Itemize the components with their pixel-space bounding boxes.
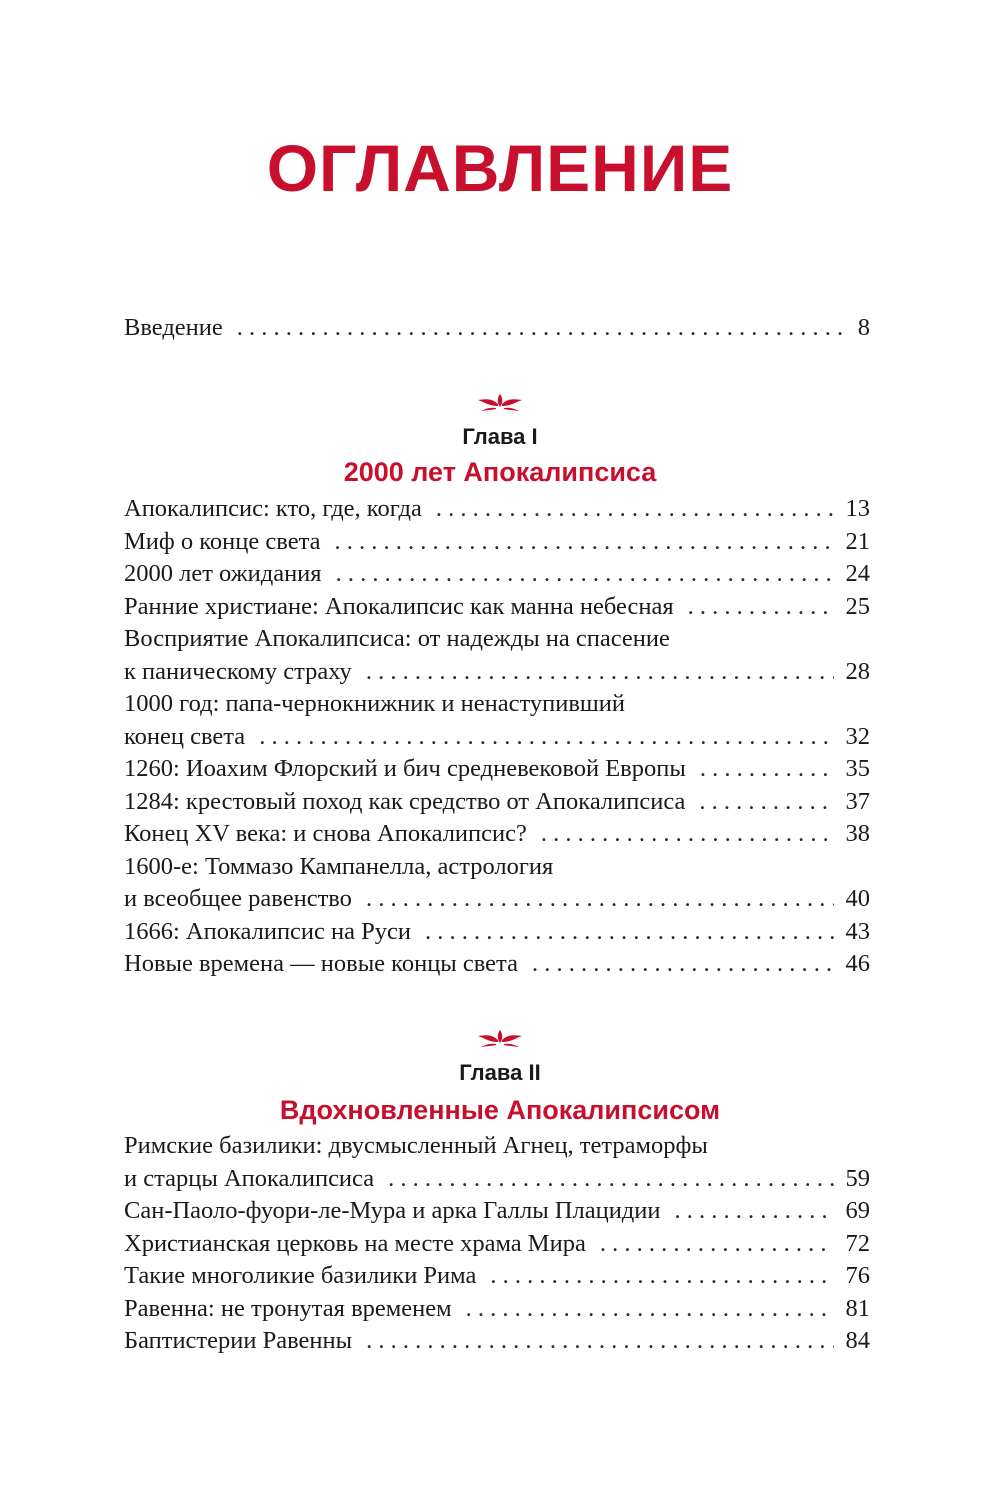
- toc-entry[interactable]: [124, 818, 870, 851]
- leaf-wing-ornament-icon: [0, 390, 1000, 412]
- toc-entry[interactable]: [124, 591, 870, 624]
- dot-leader: [700, 753, 834, 786]
- toc-entry-page: 81: [845, 1294, 870, 1322]
- toc-chapter-1: [124, 493, 870, 981]
- dot-leader: [466, 1293, 834, 1326]
- dot-leader: [366, 883, 834, 916]
- toc-entry[interactable]: [124, 312, 870, 345]
- toc-entry-text: Ранние христиане: Апокалипсис как манна небесная: [124, 592, 674, 620]
- toc-entry-text: Введение: [124, 314, 223, 341]
- toc-chapter-2: [124, 1130, 870, 1358]
- dot-leader: [436, 493, 834, 526]
- toc-entry-text: 1260: Иоахим Флорский и бич средневековой Европы: [124, 755, 686, 782]
- toc-entry[interactable]: [124, 558, 870, 591]
- toc-entry-text: Миф о конце света: [124, 527, 321, 555]
- leaf-wing-ornament-icon: [0, 1026, 1000, 1048]
- toc-entry-page: 8: [857, 314, 870, 341]
- toc-entry-text: Баптистерии Равенны: [124, 1327, 353, 1354]
- toc-entry[interactable]: [124, 493, 870, 526]
- toc-entry[interactable]: [124, 1195, 870, 1228]
- toc-entry[interactable]: [124, 526, 870, 559]
- toc-entry[interactable]: [124, 1325, 870, 1358]
- toc-intro: [124, 312, 870, 345]
- toc-entry[interactable]: [124, 1163, 870, 1196]
- chapter-title: Вдохновленные Апокалипсисом: [279, 1095, 721, 1125]
- toc-entry-page: 13: [845, 495, 870, 522]
- toc-entry-page: 25: [845, 592, 870, 620]
- toc-entry-text: и всеобщее равенство: [124, 885, 352, 912]
- dot-leader: [237, 312, 846, 345]
- toc-entry-text: Сан-Паоло-фуори-ле-Мура и арка Галлы Плацидии: [124, 1197, 661, 1224]
- page-title: ОГЛАВЛЕНИЕ: [266, 131, 734, 205]
- dot-leader: [336, 558, 834, 591]
- toc-entry-page: 21: [845, 527, 870, 555]
- toc-entry-page: 28: [845, 657, 870, 685]
- dot-leader: [425, 916, 833, 949]
- toc-entry[interactable]: [124, 1260, 870, 1293]
- toc-entry-page: 84: [845, 1327, 870, 1354]
- dot-leader: [259, 721, 833, 754]
- dot-leader: [541, 818, 834, 851]
- dot-leader: [688, 591, 834, 624]
- toc-entry-page: 35: [845, 755, 870, 782]
- dot-leader: [699, 786, 833, 819]
- toc-entry[interactable]: [124, 883, 870, 916]
- toc-entry-page: 32: [845, 722, 870, 750]
- toc-entry-text: Равенна: не тронутая временем: [124, 1294, 452, 1322]
- toc-entry[interactable]: [124, 1228, 870, 1261]
- toc-entry-page: 38: [845, 820, 870, 847]
- toc-entry-text: 2000 лет ожидания: [124, 560, 322, 587]
- toc-entry-text: конец света: [124, 722, 246, 750]
- toc-entry-text: Христианская церковь на месте храма Мира: [124, 1229, 586, 1257]
- toc-entry-text: Конец XV века: и снова Апокалипсис?: [124, 820, 527, 847]
- dot-leader: [366, 1325, 833, 1358]
- toc-entry[interactable]: [124, 786, 870, 819]
- toc-entry-page: 59: [845, 1164, 870, 1192]
- dot-leader: [334, 526, 833, 559]
- toc-entry-line1[interactable]: 1000 год: папа-чернокнижник и ненаступивший: [124, 690, 626, 717]
- toc-entry-text: Такие многоликие базилики Рима: [124, 1262, 477, 1289]
- toc-entry-line1[interactable]: 1600-е: Томмазо Кампанелла, астрология: [124, 852, 554, 880]
- dot-leader: [675, 1195, 834, 1228]
- toc-entry[interactable]: [124, 721, 870, 754]
- dot-leader: [388, 1163, 833, 1196]
- toc-entry-line1[interactable]: Восприятие Апокалипсиса: от надежды на спасение: [124, 625, 670, 652]
- toc-entry[interactable]: [124, 753, 870, 786]
- chapter-label: Глава II: [459, 1060, 541, 1085]
- toc-entry[interactable]: [124, 656, 870, 689]
- toc-entry-page: 46: [845, 950, 870, 977]
- toc-entry-page: 43: [845, 917, 870, 945]
- toc-entry-page: 24: [845, 560, 870, 587]
- toc-entry-page: 69: [845, 1197, 870, 1224]
- dot-leader: [490, 1260, 833, 1293]
- toc-entry-text: и старцы Апокалипсиса: [124, 1164, 375, 1192]
- dot-leader: [600, 1228, 834, 1261]
- chapter-title: 2000 лет Апокалипсиса: [343, 457, 657, 487]
- toc-entry[interactable]: [124, 916, 870, 949]
- toc-entry-page: 37: [845, 787, 870, 815]
- dot-leader: [532, 948, 834, 981]
- chapter-label: Глава I: [462, 424, 538, 449]
- toc-entry-text: Апокалипсис: кто, где, когда: [124, 495, 422, 522]
- toc-entry-text: Новые времена — новые концы света: [124, 950, 518, 977]
- toc-entry-page: 72: [845, 1229, 870, 1257]
- dot-leader: [366, 656, 834, 689]
- toc-entry[interactable]: [124, 1293, 870, 1326]
- toc-entry-line1[interactable]: Римские базилики: двусмысленный Агнец, тетраморфы: [124, 1132, 708, 1159]
- toc-entry-page: 40: [845, 885, 870, 912]
- toc-entry[interactable]: [124, 948, 870, 981]
- toc-entry-text: 1666: Апокалипсис на Руси: [124, 917, 412, 945]
- toc-entry-text: к паническому страху: [124, 657, 352, 685]
- toc-entry-page: 76: [845, 1262, 870, 1289]
- toc-entry-text: 1284: крестовый поход как средство от Апокалипсиса: [124, 787, 686, 815]
